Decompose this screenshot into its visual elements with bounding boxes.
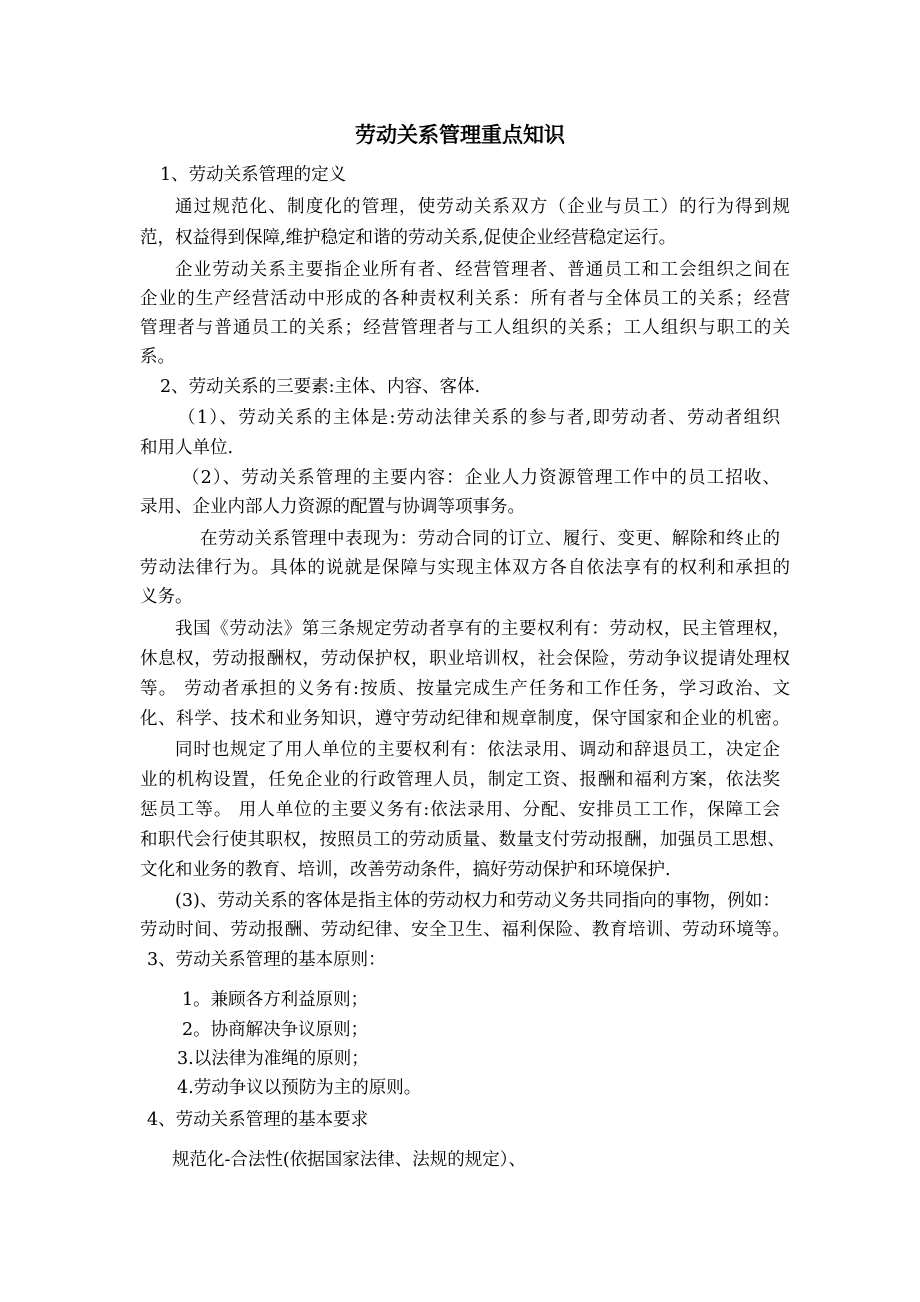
paragraph-line: 义务。 <box>140 587 193 607</box>
paragraph-line: 业的机构设置，任免企业的行政管理人员，制定工资、报酬和福利方案，依法奖 <box>140 770 780 790</box>
paragraph-line: 企业的生产经营活动中形成的各种责权利关系：所有者与全体员工的关系；经营 <box>140 289 790 309</box>
list-item: 4.劳动争议以预防为主的原则。 <box>177 1078 422 1098</box>
paragraph-line: 系。 <box>140 347 175 367</box>
paragraph-line: 企业劳动关系主要指企业所有者、经营管理者、普通员工和工会组织之间在 <box>175 260 790 280</box>
page-title: 劳动关系管理重点知识 <box>355 123 565 147</box>
paragraph-line: （1）、劳动关系的主体是:劳动法律关系的参与者,即劳动者、劳动者组织 <box>178 408 780 428</box>
paragraph-line: （2）、劳动关系管理的主要内容：企业人力资源管理工作中的员工招收、 <box>182 468 780 488</box>
paragraph-line: 范，权益得到保障,维护稳定和谐的劳动关系,促使企业经营稳定运行。 <box>140 228 677 248</box>
paragraph-line: 管理者与普通员工的关系；经营管理者与工人组织的关系；工人组织与职工的关 <box>140 318 790 338</box>
heading-2: 2、劳动关系的三要素:主体、内容、客体. <box>160 377 481 397</box>
list-item: 2。协商解决争议原则； <box>182 1020 369 1040</box>
heading-4: 4、劳动关系管理的基本要求 <box>147 1110 369 1130</box>
paragraph-line: 通过规范化、制度化的管理，使劳动关系双方（企业与员工）的行为得到规 <box>175 197 790 217</box>
paragraph-line: 同时也规定了用人单位的主要权利有：依法录用、调动和辞退员工，决定企 <box>175 740 780 760</box>
paragraph-line: 和用人单位. <box>140 438 234 458</box>
paragraph-line: 我国《劳动法》第三条规定劳动者享有的主要权利有：劳动权，民主管理权， <box>175 619 790 639</box>
paragraph-line: 和职代会行使其职权，按照员工的劳动质量、数量支付劳动报酬，加强员工思想、 <box>140 830 785 850</box>
paragraph-line: 文化和业务的教育、培训，改善劳动条件，搞好劳动保护和环境保护. <box>140 860 671 880</box>
paragraph-line: 在劳动关系管理中表现为：劳动合同的订立、履行、变更、解除和终止的 <box>200 529 780 549</box>
list-item: 1。兼顾各方利益原则； <box>182 990 369 1010</box>
paragraph-line: 规范化-合法性(依据国家法律、法规的规定）、 <box>172 1150 526 1170</box>
paragraph-line: (3)、劳动关系的客体是指主体的劳动权力和劳动义务共同指向的事物，例如： <box>175 891 780 911</box>
paragraph-line: 惩员工等。 用人单位的主要义务有:依法录用、分配、安排员工工作，保障工会 <box>140 800 780 820</box>
paragraph-line: 等。 劳动者承担的义务有:按质、按量完成生产任务和工作任务，学习政治、文 <box>140 679 790 699</box>
heading-1: 1、劳动关系管理的定义 <box>160 165 347 185</box>
paragraph-line: 休息权，劳动报酬权，劳动保护权，职业培训权，社会保险，劳动争议提请处理权 <box>140 649 790 669</box>
paragraph-line: 劳动时间、劳动报酬、劳动纪律、安全卫生、福利保险、教育培训、劳动环境等。 <box>140 920 790 940</box>
paragraph-line: 劳动法律行为。具体的说就是保障与实现主体双方各自依法享有的权利和承担的 <box>140 558 790 578</box>
paragraph-line: 录用、企业内部人力资源的配置与协调等项事务。 <box>140 497 525 517</box>
heading-3: 3、劳动关系管理的基本原则： <box>147 950 386 970</box>
paragraph-line: 化、科学、技术和业务知识，遵守劳动纪律和规章制度，保守国家和企业的机密。 <box>140 709 790 729</box>
list-item: 3.以法律为准绳的原则； <box>177 1049 369 1069</box>
